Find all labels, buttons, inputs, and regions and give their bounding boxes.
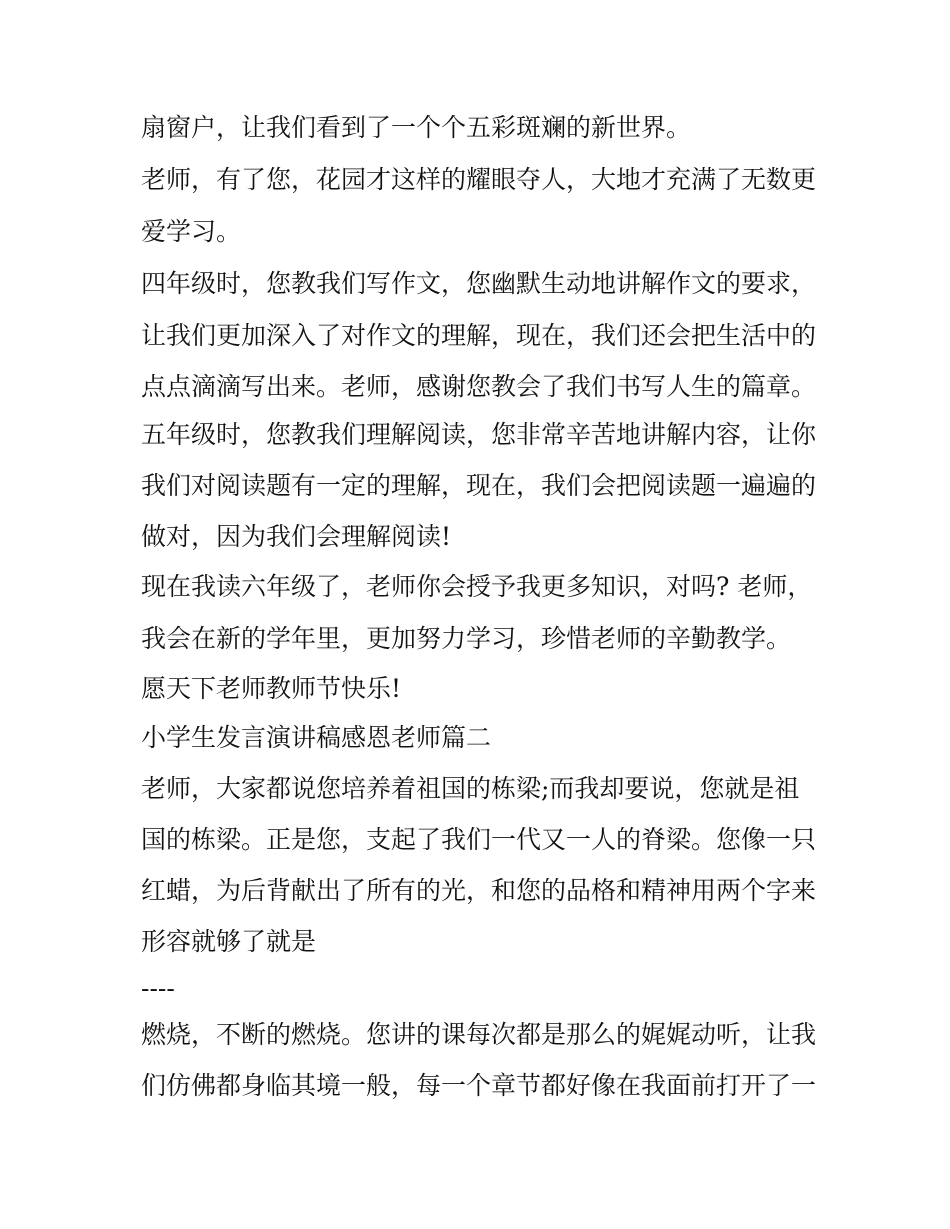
page-separator: ---- [141,974,175,1003]
text-line: 做对，因为我们会理解阅读! [141,522,452,551]
text-line: 让我们更加深入了对作文的理解，现在，我们还会把生活中的 [141,321,817,350]
text-line: 五年级时，您教我们理解阅读，您非常辛苦地讲解内容，让你 [141,420,817,449]
text-line: 形容就够了就是 [141,927,317,956]
text-line: 我们对阅读题有一定的理解，现在，我们会把阅读题一遍遍的 [141,471,817,500]
text-line: 燃烧，不断的燃烧。您讲的课每次都是那么的娓娓动听，让我 [141,1020,817,1049]
section-heading: 小学生发言演讲稿感恩老师篇二 [141,723,492,752]
text-line: 国的栋梁。正是您，支起了我们一代又一人的脊梁。您像一只 [141,825,817,854]
text-line: 老师，大家都说您培养着祖国的栋梁;而我却要说，您就是祖 [141,774,800,803]
text-line: 爱学习。 [141,217,242,246]
text-line: 扇窗户，让我们看到了一个个五彩斑斓的新世界。 [141,113,692,142]
text-line: 老师，有了您，花园才这样的耀眼夺人，大地才充满了无数更 [141,165,817,194]
text-line: 现在我读六年级了，老师你会授予我更多知识，对吗? 老师， [141,572,813,601]
text-line: 们仿佛都身临其境一般，每一个章节都好像在我面前打开了一 [141,1071,817,1100]
text-line: 我会在新的学年里，更加努力学习，珍惜老师的辛勤教学。 [141,624,792,653]
text-line: 愿天下老师教师节快乐! [141,674,402,703]
text-line: 点点滴滴写出来。老师，感谢您教会了我们书写人生的篇章。 [141,372,817,401]
text-line: 红蜡，为后背献出了所有的光，和您的品格和精神用两个字来 [141,876,817,905]
text-line: 四年级时，您教我们写作文，您幽默生动地讲解作文的要求， [141,269,817,298]
